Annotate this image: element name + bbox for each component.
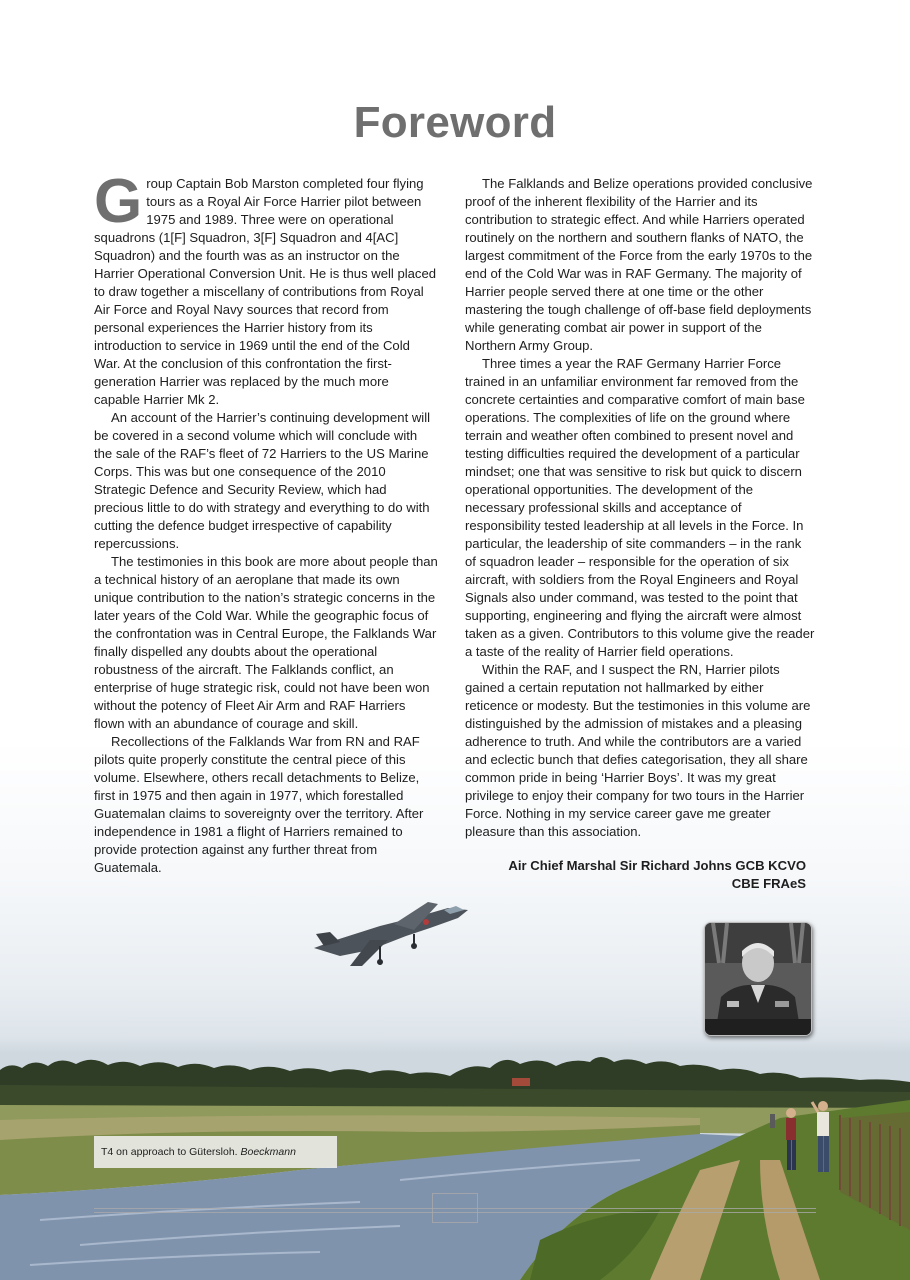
photo-caption: T4 on approach to Gütersloh. Boeckmann: [94, 1136, 337, 1168]
paragraph: Recollections of the Falklands War from RN and RAF pilots quite properly constitute the central piece of this volume. Elsewhere, others recall detachments to Belize, first in 1975 and then again in 1977, which forestalled Guatemalan claims to sovereignty over the territory. After independence in 1981 a flight of Harriers remained to provide protection against any further threat from Guatemala.: [94, 734, 424, 875]
paragraph: The testimonies in this book are more about people than a technical history of an aeroplane that made its own unique contribution to the nation’s strategic concerns in the later years of the Cold War. While the geographic focus of the confrontation was in Central Europe, the Falklands War finally dispelled any doubts about the operational robustness of the aircraft. The Falklands conflict, an enterprise of huge strategic risk, could not have been won without the potency of Fleet Air Arm and RAF Harriers flown with an abundance of courage and skill.: [94, 554, 438, 731]
harrier-jet-icon: [310, 896, 472, 976]
signature: [480, 857, 806, 893]
right-column: [465, 175, 815, 841]
page-title: Foreword: [353, 98, 557, 147]
footer-page-box: [432, 1193, 478, 1223]
signature-line: Air Chief Marshal Sir Richard Johns GCB KCVO: [508, 858, 806, 873]
paragraph: The Falklands and Belize operations provided conclusive proof of the inherent flexibility of the Harrier and its contribution to strategic effect. And while Harriers operated routinely on the northern and southern flanks of NATO, the largest commitment of the Force from the early 1970s to the end of the Cold War was in RAF Germany. The majority of Harrier people served there at one time or the other mastering the tough challenge of off-base field deployments while generating combat air power in support of the Northern Army Group.: [465, 176, 813, 353]
paragraph: An account of the Harrier’s continuing development will be covered in a second volume which will conclude with the sale of the RAF’s fleet of 72 Harriers to the US Marine Corps. This was but one consequence of the 2010 Strategic Defence and Security Review, which had precious little to do with strategy and everything to do with cutting the defence budget irrespective of capability repercussions.: [94, 410, 431, 551]
drop-cap: G: [94, 167, 143, 236]
photo-credit: Boeckmann: [240, 1146, 296, 1158]
portrait-photo: [705, 923, 811, 1035]
author-portrait: [704, 922, 812, 1036]
paragraph: Three times a year the RAF Germany Harrier Force trained in an unfamiliar environment far removed from the concrete certainties and comparative comfort of main base operations. The complexities of life on the ground where terrain and weather often combined to present novel and testing difficulties required the development of a particular mindset; one that was sensitive to risk but quick to discern operational opportunities. The development of the necessary professional skills and acceptance of responsibility tested leadership at all levels in the Force. In particular, the leadership of site commanders – in the rank of squadron leader – responsible for the operation of six aircraft, with soldiers from the Royal Engineers and Royal Signals also under command, was tested to the point that supporting, engineering and flying the aircraft were almost taken as a given. Contributors to this volume give the reader a taste of the reality of Harrier field operations.: [465, 356, 815, 659]
left-column: [94, 167, 438, 877]
paragraph: Group Captain Bob Marston completed four flying tours as a Royal Air Force Harrier pilot between 1975 and 1989. Three were on operational squadrons (1[F] Squadron, 3[F] Squadron and 4[AC] Squadron) and the fourth was as an instructor on the Harrier Operational Conversion Unit. He is thus well placed to draw together a miscellany of contributions from Royal Air Force and Royal Navy sources that record from personal experiences the Harrier history from its introduction to service in 1969 until the end of the Cold War. At the conclusion of this confrontation the first-generation Harrier was replaced by the much more capable Harrier Mk 2.: [94, 167, 437, 407]
signature-line: CBE FRAeS: [731, 876, 806, 891]
paragraph: Within the RAF, and I suspect the RN, Harrier pilots gained a certain reputation not hallmarked by either reticence or modesty. But the testimonies in this volume are distinguished by the admission of mistakes and a pleasing adherence to truth. And while the contributors are a varied and eclectic bunch that defies categorisation, they all share common pride in being ‘Harrier Boys’. It was my great privilege to enjoy their company for two tours in the Harrier Force. Nothing in my service career gave me greater pleasure than this association.: [465, 662, 811, 839]
